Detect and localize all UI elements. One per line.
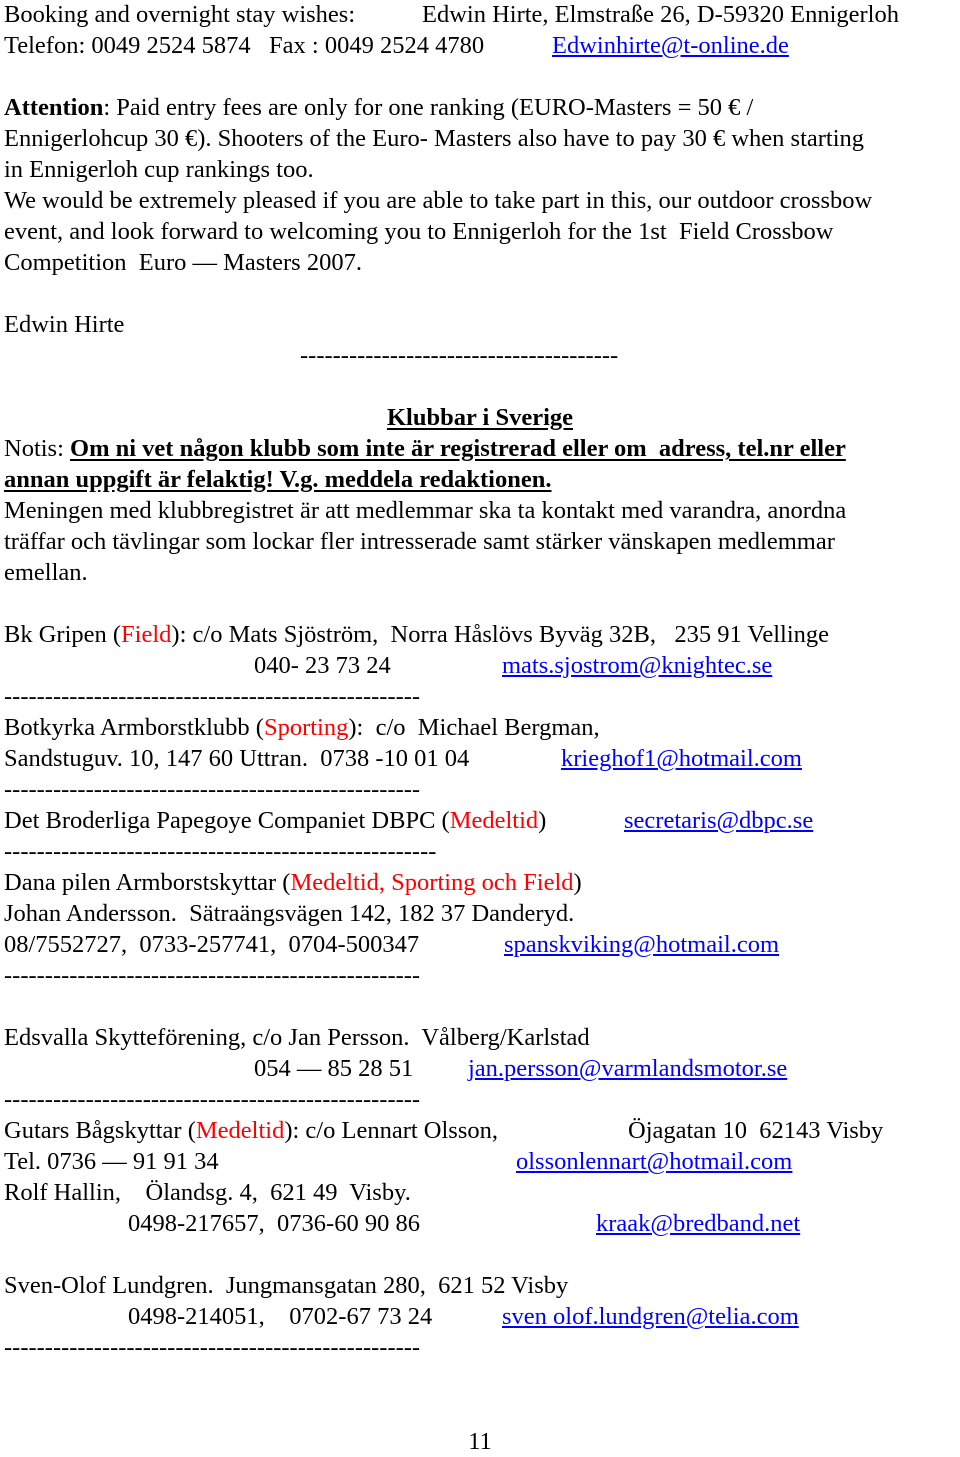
club-gutars-line-1: [4, 1115, 956, 1146]
club-dana-line-3: [4, 929, 956, 960]
dana-contact: Johan Andersson. Sätraängsvägen 142, 182 37 Danderyd.: [4, 900, 575, 927]
signature-line: [4, 309, 956, 340]
club-separator: ---------------------------------------------------: [4, 776, 421, 803]
club-botkyrka-line-2: [4, 743, 956, 774]
club-separator: ---------------------------------------------------: [4, 683, 421, 710]
gripen-phone: 040- 23 73 24: [254, 652, 391, 679]
gutars-phones-3: 0498-214051, 0702-67 73 24: [128, 1303, 433, 1330]
signature-separator-line: [4, 340, 956, 371]
club-edsvalla-line-1: [4, 1022, 956, 1053]
dbpc-name-pre: Det Broderliga Papegoye Companiet DBPC (: [4, 807, 450, 834]
notis-label: Notis:: [4, 435, 71, 462]
club-dana-line-1: [4, 867, 956, 898]
gutars-phone: Tel. 0736 — 91 91 34: [4, 1148, 219, 1175]
intro-line-3: [4, 557, 956, 588]
separator-5: [4, 1084, 956, 1115]
attention-line-3: [4, 154, 956, 185]
botkyrka-name-pre: Botkyrka Armborstklubb (: [4, 714, 264, 741]
notis-text-1: Om ni vet någon klubb som inte är registrerad eller om adress, tel.nr eller: [70, 435, 846, 462]
notis-text-2: annan uppgift är felaktig! V.g. meddela redaktionen.: [4, 466, 552, 493]
gripen-name-post: ): c/o Mats Sjöström, Norra Håslövs Byväg 32B, 235 91 Vellinge: [171, 621, 830, 648]
attention-text-5: event, and look forward to welcoming you to Ennigerloh for the 1st Field Crossbow: [4, 218, 834, 245]
dbpc-name-post: ): [538, 807, 547, 834]
club-gutars-line-4: [4, 1208, 956, 1239]
phone-fax-line: [4, 30, 956, 61]
intro-line-1: [4, 495, 956, 526]
club-dana-line-2: [4, 898, 956, 929]
intro-text-2: träffar och tävlingar som lockar fler intresserade samt stärker vänskapen medlemmar: [4, 528, 835, 555]
separator-3: [4, 836, 956, 867]
dbpc-email-link[interactable]: secretaris@dbpc.se: [624, 807, 814, 834]
attention-line-5: [4, 216, 956, 247]
botkyrka-name-post: ): c/o Michael Bergman,: [348, 714, 600, 741]
botkyrka-address: Sandstuguv. 10, 147 60 Uttran. 0738 -10 01 04: [4, 745, 470, 772]
dana-name-pre: Dana pilen Armborstskyttar (: [4, 869, 291, 896]
separator-6: [4, 1332, 956, 1363]
club-gripen-line-1: [4, 619, 956, 650]
attention-line-1: [4, 92, 956, 123]
separator-2: [4, 774, 956, 805]
edsvalla-email-link[interactable]: jan.persson@varmlandsmotor.se: [468, 1055, 788, 1082]
club-gutars-line-3: [4, 1177, 956, 1208]
page-number-text: 11: [468, 1428, 492, 1455]
botkyrka-email-link[interactable]: krieghof1@hotmail.com: [561, 745, 802, 772]
club-separator: ---------------------------------------------------: [4, 962, 421, 989]
botkyrka-discipline: Sporting: [263, 714, 349, 741]
separator-4: [4, 960, 956, 991]
attention-text-2: Ennigerlohcup 30 €). Shooters of the Euro- Masters also have to pay 30 € when starting: [4, 125, 865, 152]
attention-line-4: [4, 185, 956, 216]
intro-text-1: Meningen med klubbregistret är att medlemmar ska ta kontakt med varandra, anordna: [4, 497, 847, 524]
gripen-discipline: Field: [121, 621, 172, 648]
gutars-address: Öjagatan 10 62143 Visby: [628, 1117, 884, 1144]
gripen-email-link[interactable]: mats.sjostrom@knightec.se: [502, 652, 773, 679]
edsvalla-name: Edsvalla Skytteförening, c/o Jan Persson. Vålberg/Karlstad: [4, 1024, 590, 1051]
gutars-email-link-1[interactable]: olssonlennart@hotmail.com: [516, 1148, 793, 1175]
club-separator-long: -----------------------------------------------------: [4, 838, 437, 865]
gutars-phones-2: 0498-217657, 0736-60 90 86: [128, 1210, 420, 1237]
document-page: [4, 0, 956, 1363]
club-botkyrka-line-1: [4, 712, 956, 743]
club-separator: ---------------------------------------------------: [4, 1334, 421, 1361]
notis-line-1: [4, 433, 956, 464]
club-separator: ---------------------------------------------------: [4, 1086, 421, 1113]
intro-line-2: [4, 526, 956, 557]
gutars-name-post: ): c/o Lennart Olsson,: [284, 1117, 498, 1144]
gutars-discipline: Medeltid: [195, 1117, 285, 1144]
gutars-email-link-2[interactable]: kraak@bredband.net: [596, 1210, 801, 1237]
booking-contact: Edwin Hirte, Elmstraße 26, D-59320 Ennigerloh: [422, 1, 899, 28]
edsvalla-phone: 054 — 85 28 51: [254, 1055, 414, 1082]
dana-name-post: ): [573, 869, 582, 896]
dana-phones: 08/7552727, 0733-257741, 0704-500347: [4, 931, 420, 958]
booking-label: Booking and overnight stay wishes:: [4, 1, 356, 28]
gutars-contact-2: Rolf Hallin, Ölandsg. 4, 621 49 Visby.: [4, 1179, 411, 1206]
phone-fax: Telefon: 0049 2524 5874 Fax : 0049 2524 4780: [4, 32, 485, 59]
gutars-contact-3: Sven-Olof Lundgren. Jungmansgatan 280, 621 52 Visby: [4, 1272, 569, 1299]
attention-line-6: [4, 247, 956, 278]
club-dbpc-line-1: [4, 805, 956, 836]
booking-line: [4, 0, 956, 30]
clubs-heading-line: [4, 402, 956, 433]
booking-email-link[interactable]: Edwinhirte@t-online.de: [552, 32, 789, 59]
attention-line-2: [4, 123, 956, 154]
club-gripen-line-2: [4, 650, 956, 681]
notis-line-2: [4, 464, 956, 495]
club-gutars-line-2: [4, 1146, 956, 1177]
gutars-email-link-3[interactable]: sven olof.lundgren@telia.com: [502, 1303, 799, 1330]
separator-1: [4, 681, 956, 712]
dbpc-discipline: Medeltid: [449, 807, 539, 834]
attention-text-6: Competition Euro — Masters 2007.: [4, 249, 362, 276]
dana-discipline: Medeltid, Sporting och Field: [290, 869, 574, 896]
gutars-name-pre: Gutars Bågskyttar (: [4, 1117, 196, 1144]
club-gutars-line-6: [4, 1301, 956, 1332]
attention-text-3: in Ennigerloh cup rankings too.: [4, 156, 314, 183]
intro-text-3: emellan.: [4, 559, 88, 586]
signature-separator: ---------------------------------------: [300, 342, 619, 369]
club-edsvalla-line-2: [4, 1053, 956, 1084]
page-number: [0, 1426, 960, 1457]
attention-text-1: : Paid entry fees are only for one ranking (EURO-Masters = 50 € /: [103, 94, 754, 121]
attention-text-4: We would be extremely pleased if you are able to take part in this, our outdoor crossbow: [4, 187, 873, 214]
club-gutars-line-5: [4, 1270, 956, 1301]
signature-name: Edwin Hirte: [4, 311, 125, 338]
attention-label: Attention: [4, 94, 104, 121]
dana-email-link[interactable]: spanskviking@hotmail.com: [504, 931, 780, 958]
clubs-heading: Klubbar i Sverige: [386, 404, 574, 431]
gripen-name-pre: Bk Gripen (: [4, 621, 122, 648]
